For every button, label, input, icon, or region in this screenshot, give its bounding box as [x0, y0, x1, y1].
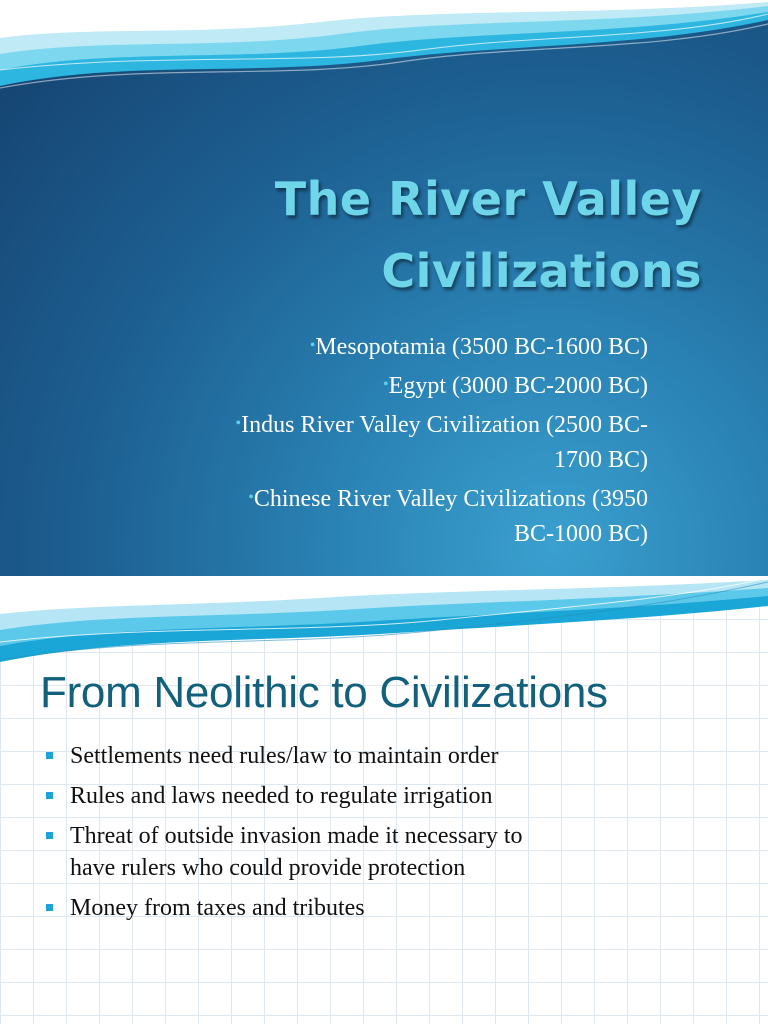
- list-item-text: Mesopotamia (3500 BC-1600 BC): [315, 334, 648, 360]
- reasons-list: [46, 740, 686, 932]
- list-item-text-cont: BC-1000 BC): [513, 521, 648, 547]
- list-item-text: Money from taxes and tributes: [70, 895, 365, 921]
- list-item-text-cont: have rulers who could provide protection: [70, 855, 466, 881]
- list-item-text: Settlements need rules/law to maintain order: [70, 743, 499, 769]
- list-item-text: Rules and laws needed to regulate irrigation: [70, 783, 493, 809]
- title-line-1: The River Valley: [274, 171, 702, 226]
- list-item: [88, 367, 648, 404]
- list-item: [46, 892, 686, 924]
- wave-banner-top: [0, 576, 768, 672]
- list-item: [88, 480, 648, 552]
- bullet-dot-icon: •: [309, 337, 316, 354]
- list-item: [46, 740, 686, 772]
- bullet-dot-icon: •: [383, 376, 389, 393]
- square-bullet-icon: [46, 832, 53, 839]
- title-line-2: Civilizations: [381, 243, 702, 298]
- bullet-dot-icon: •: [235, 415, 242, 432]
- square-bullet-icon: [46, 792, 53, 799]
- civilization-list: [88, 328, 648, 554]
- slide-heading: From Neolithic to Civilizations: [40, 668, 608, 717]
- bullet-dot-icon: •: [248, 489, 254, 506]
- list-item-text-cont: 1700 BC): [553, 447, 648, 473]
- list-item-text: Chinese River Valley Civilizations (3950: [253, 486, 648, 512]
- list-item: [88, 328, 648, 365]
- list-item: [46, 820, 686, 884]
- list-item: [46, 780, 686, 812]
- wave-banner-top: [0, 0, 768, 100]
- list-item-text: Indus River Valley Civilization (2500 BC-: [241, 412, 648, 438]
- slide-content: [0, 576, 768, 1024]
- list-item-text: Egypt (3000 BC-2000 BC): [388, 373, 648, 399]
- square-bullet-icon: [46, 904, 53, 911]
- list-item-text: Threat of outside invasion made it necessary to: [70, 823, 523, 849]
- slide-title-heading: [142, 163, 702, 307]
- square-bullet-icon: [46, 752, 53, 759]
- list-item: [88, 406, 648, 478]
